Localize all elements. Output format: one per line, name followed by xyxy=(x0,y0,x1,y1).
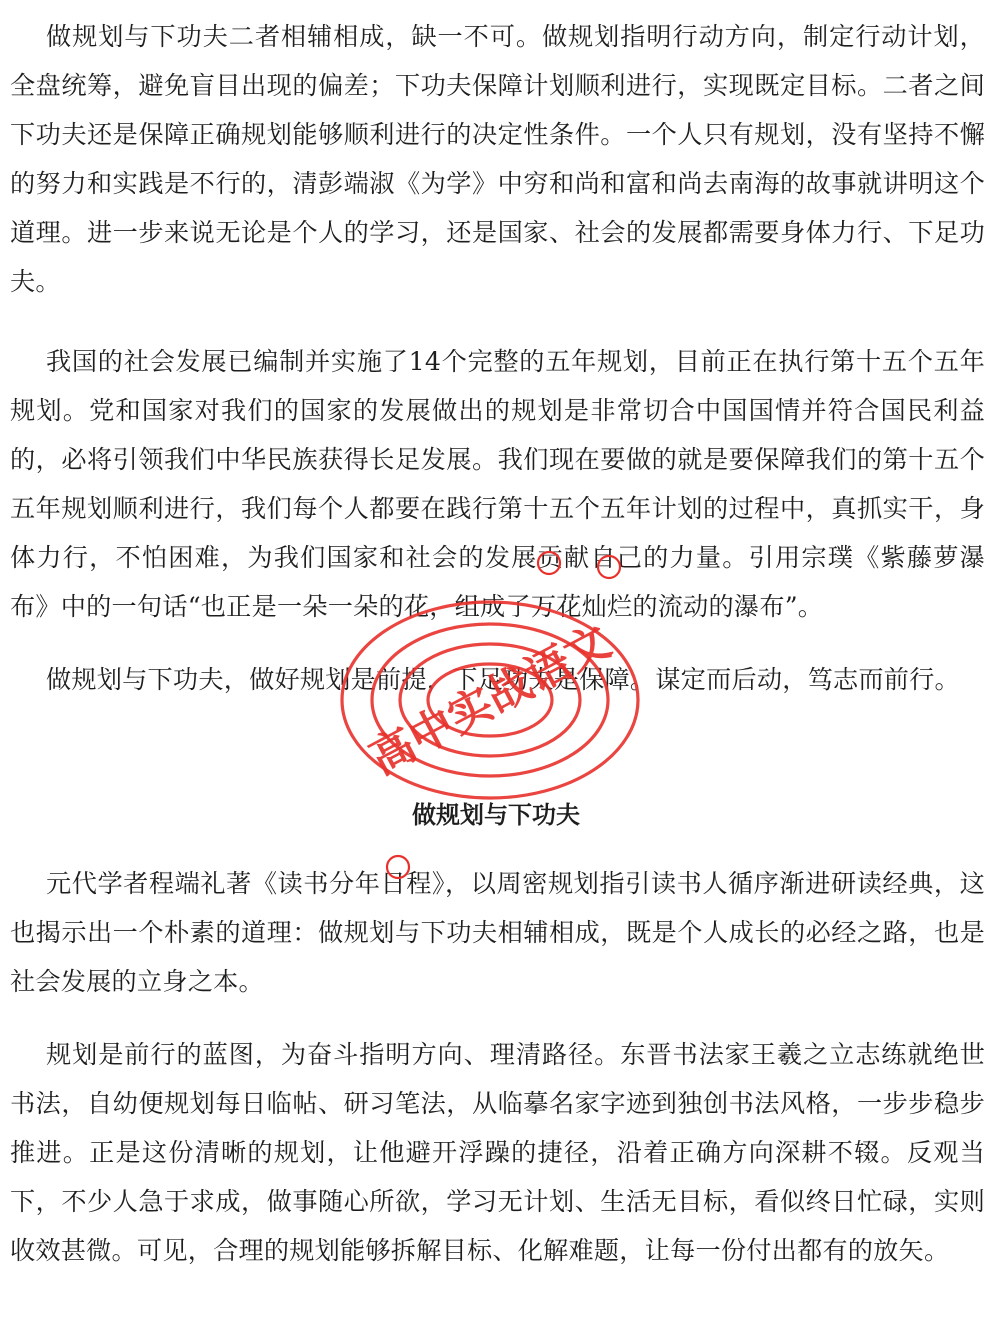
essay-paragraph-1: 元代学者程端礼著《读书分年日程》，以周密规划指引读书人循序渐进研读经典，这也揭示出一个朴素的道理：做规划与下功夫相辅相成，既是个人成长的必经之路，也是社会发展的立身之本。 xyxy=(10,869,985,996)
body-paragraph-2: 我国的社会发展已编制并实施了14个完整的五年规划，目前正在执行第十五个五年规划。党和国家对我们的国家的发展做出的规划是非常切合中国国情并符合国民利益的，必将引领我们中华民族获得长足发展。我们现在要做的就是要保障我们的第十五个五年规划顺利进行，我们每个人都要在践行第十五个五年计划的过程中，真抓实干，身体力行，不怕困难，为我们国家和社会的发展贡献自己的力量。引用宗璞《紫藤萝瀑布》中的一句话“也正是一朵一朵的花，组成了万花灿烂的流动的瀑布”。 xyxy=(10,347,985,621)
essay-paragraph-2: 规划是前行的蓝图，为奋斗指明方向、理清路径。东晋书法家王羲之立志练就绝世书法，自幼便规划每日临帖、研习笔法，从临摹名家字迹到独创书法风格，一步步稳步推进。正是这份清晰的规划，让他避开浮躁的捷径，沿着正确方向深耕不辍。反观当下，不少人急于求成，做事随心所欲，学习无计划、生活无目标，看似终日忙碌，实则收效甚微。可见，合理的规划能够拆解目标、化解难题，让每一份付出都有的放矢。 xyxy=(10,1040,985,1265)
essay-title: 做规划与下功夫 xyxy=(412,801,580,829)
body-paragraph-3: 做规划与下功夫，做好规划是前提，下足功夫是保障。谋定而后动，笃志而前行。 xyxy=(46,665,960,694)
stamp-text: 高中实战语文 xyxy=(361,615,619,785)
body-paragraph-1: 做规划与下功夫二者相辅相成，缺一不可。做规划指明行动方向，制定行动计划，全盘统筹，避免盲目出现的偏差；下功夫保障计划顺利进行，实现既定目标。二者之间下功夫还是保障正确规划能够顺利进行的决定性条件。一个人只有规划，没有坚持不懈的努力和实践是不行的，清彭端淑《为学》中穷和尚和富和尚去南海的故事就讲明这个道理。进一步来说无论是个人的学习，还是国家、社会的发展都需要身体力行、下足功夫。 xyxy=(10,22,985,296)
